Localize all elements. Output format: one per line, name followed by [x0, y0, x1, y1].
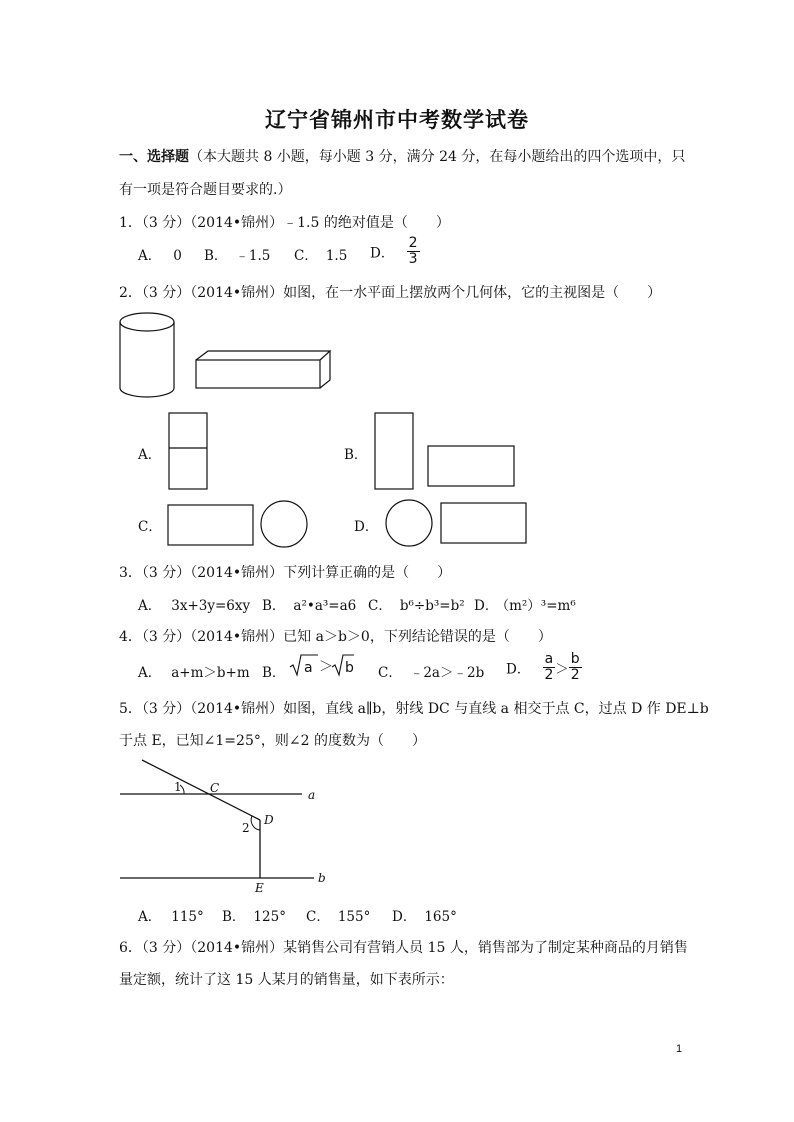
q5-label-a: a — [308, 788, 316, 802]
q6-stem-2: 量定额，统计了这 15 人某月的销售量，如下表所示： — [119, 972, 454, 988]
q5-label-c: C — [210, 781, 220, 795]
q5-label-2: 2 — [242, 821, 250, 835]
q4-option-d: D． $\frac{a}{2}$ ＞ $\frac{b}{2}$ — [506, 651, 580, 683]
q1-option-d-fraction: $\frac{2}{3}$ — [408, 235, 418, 267]
q4-stem: 4．（3 分）（2014•锦州）已知 a＞b＞0，下列结论错误的是（ ） — [119, 629, 552, 645]
q4-option-b-right: b — [345, 660, 354, 676]
section-description-1: （本大题共 8 小题，每小题 3 分，满分 24 分，在每小题给出的四个选项中，只 — [189, 149, 686, 165]
q4-option-b-gt: ＞ — [319, 659, 333, 675]
page-title: 辽宁省锦州市中考数学试卷 — [265, 107, 529, 132]
q5-option-a: A． 115° — [138, 909, 204, 925]
q5-label-1: 1 — [174, 780, 182, 794]
q6-stem-1: 6．（3 分）（2014•锦州）某销售公司有营销人员 15 人，销售部为了制定某种商品的月销售 — [119, 940, 688, 956]
page-number: 1 — [676, 1043, 683, 1055]
q5-stem-1: 5．（3 分）（2014•锦州）如图，直线 a∥b，射线 DC 与直线 a 相交于点 C，过点 D 作 DE⊥b — [119, 701, 709, 717]
q1-stem: 1．（3 分）（2014•锦州）﹣1.5 的绝对值是（ ） — [119, 215, 450, 231]
q5-lines-figure — [118, 754, 338, 896]
q1-option-a: A． 0 — [138, 248, 182, 264]
q3-stem: 3．（3 分）（2014•锦州）下列计算正确的是（ ） — [119, 565, 452, 581]
q2-solids-figure — [114, 308, 344, 404]
q5-stem-2: 于点 E，已知∠1=25°，则∠2 的度数为（ ） — [119, 733, 426, 749]
q2-option-b-figure — [374, 412, 518, 492]
q2-option-c-label: C． — [138, 519, 162, 535]
q3-option-b: B． a²•a³=a6 — [262, 598, 357, 614]
q3-option-c: C． b⁶÷b³=b² — [368, 598, 465, 614]
q3-option-d: D． （m²）³=m⁶ — [474, 598, 576, 614]
q4-option-b-label: B． — [262, 665, 286, 681]
q1-option-b: B． ﹣1.5 — [204, 248, 271, 264]
q4-option-d-fraction-b: $\frac{b}{2}$ — [570, 651, 580, 683]
q4-option-b-left: a — [304, 660, 313, 676]
q4-option-a: A． a+m＞b+m — [138, 665, 250, 681]
q3-option-a: A． 3x+3y=6xy — [138, 598, 251, 614]
q2-option-a-label: A． — [138, 447, 162, 463]
q4-option-b-radicals — [288, 652, 354, 678]
q5-label-d: D — [264, 813, 274, 827]
q5-label-e: E — [255, 881, 264, 895]
q2-stem: 2．（3 分）（2014•锦州）如图，在一水平面上摆放两个几何体，它的主视图是（ ） — [119, 285, 662, 301]
q1-option-c: C． 1.5 — [294, 248, 348, 264]
section-heading: 一、选择题 — [119, 149, 189, 165]
q2-option-c-figure — [166, 500, 312, 548]
q1-option-d: D． $\frac{2}{3}$ — [370, 235, 418, 267]
section-description-2: 有一项是符合题目要求的.） — [119, 182, 292, 198]
q5-option-b: B． 125° — [222, 909, 286, 925]
q4-option-d-fraction-a: $\frac{a}{2}$ — [544, 651, 554, 683]
q4-option-c: C． ﹣2a＞﹣2b — [378, 665, 485, 681]
q5-option-d: D． 165° — [392, 909, 457, 925]
q5-label-b: b — [318, 871, 326, 885]
q5-option-c: C． 155° — [306, 909, 371, 925]
section-heading-line — [119, 146, 685, 166]
q2-option-d-figure — [384, 498, 530, 548]
q2-option-b-label: B． — [344, 447, 368, 463]
q2-option-d-label: D． — [354, 519, 379, 535]
q2-option-a-figure — [168, 412, 210, 492]
